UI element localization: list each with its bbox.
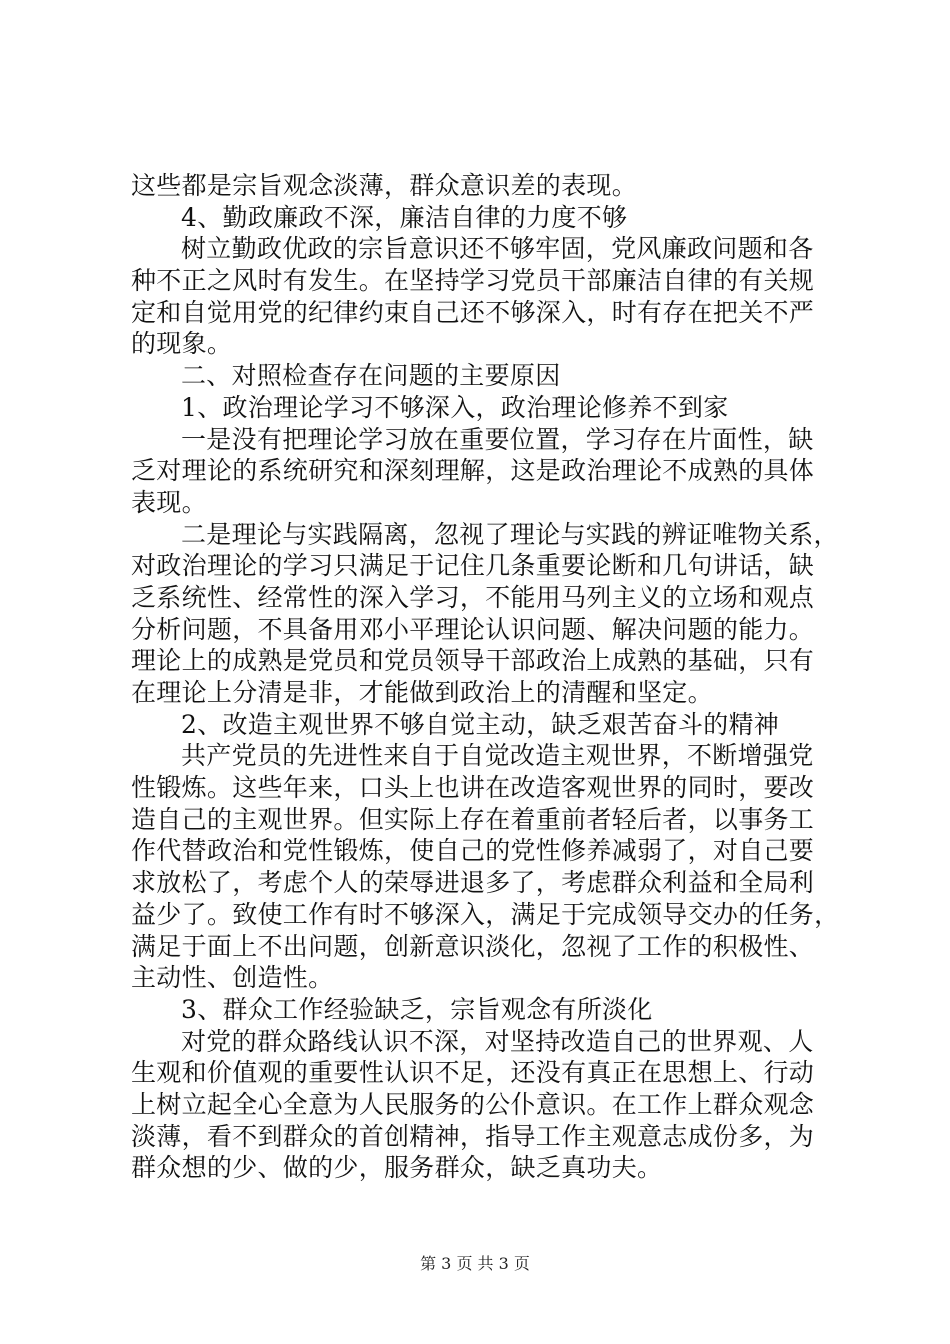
text-line: 4、勤政廉政不深，廉洁自律的力度不够 [181,202,628,232]
text-line: 共产党员的先进性来自于自觉改造主观世界，不断增强党 [181,741,814,771]
text-line: 理论上的成熟是党员和党员领导干部政治上成熟的基础，只有 [131,646,815,676]
text-line: 求放松了，考虑个人的荣辱进退多了，考虑群众利益和全局利 [131,868,815,898]
text-line: 这些都是宗旨观念淡薄，群众意识差的表现。 [131,171,638,200]
text-line: 性锻炼。这些年来，口头上也讲在改造客观世界的同时，要改 [131,773,815,803]
text-line: 分析问题，不具备用邓小平理论认识问题、解决问题的能力。 [131,614,815,644]
text-line: 表现。 [131,487,207,517]
text-line: 上树立起全心全意为人民服务的公仆意识。在工作上群众观念 [131,1089,815,1119]
text-line: 种不正之风时有发生。在坚持学习党员干部廉洁自律的有关规 [131,266,815,296]
text-line: 的现象。 [131,329,233,359]
text-line: 二是理论与实践隔离，忽视了理论与实践的辨证唯物关系， [181,519,839,549]
text-line: 造自己的主观世界。但实际上存在着重前者轻后者，以事务工 [131,804,815,834]
text-line: 满足于面上不出问题，创新意识淡化，忽视了工作的积极性、 [131,931,815,961]
text-line: 主动性、创造性。 [131,963,334,993]
text-line: 淡薄，看不到群众的首创精神，指导工作主观意志成份多，为 [131,1121,815,1151]
text-line: 益少了。致使工作有时不够深入，满足于完成领导交办的任务， [131,899,840,929]
text-line: 树立勤政优政的宗旨意识还不够牢固，党风廉政问题和各 [181,234,814,264]
text-line: 二、对照检查存在问题的主要原因 [181,361,561,391]
text-line: 3、群众工作经验缺乏，宗旨观念有所淡化 [181,994,653,1024]
text-line: 定和自觉用党的纪律约束自己还不够深入，时有存在把关不严 [131,297,815,327]
document-body [131,170,840,1184]
text-line: 对政治理论的学习只满足于记住几条重要论断和几句讲话，缺 [131,551,815,581]
text-line: 2、改造主观世界不够自觉主动，缺乏艰苦奋斗的精神 [181,709,780,739]
text-line: 在理论上分清是非，才能做到政治上的清醒和坚定。 [131,678,713,707]
page-footer: 第 3 页 共 3 页 [420,1254,530,1273]
text-line: 一是没有把理论学习放在重要位置，学习存在片面性，缺 [181,424,814,454]
text-line: 1、政治理论学习不够深入，政治理论修养不到家 [181,392,729,422]
text-line: 乏对理论的系统研究和深刻理解，这是政治理论不成熟的具体 [131,456,815,486]
text-line: 作代替政治和党性锻炼，使自己的党性修养减弱了，对自己要 [131,836,815,866]
text-line: 乏系统性、经常性的深入学习，不能用马列主义的立场和观点 [131,582,815,612]
text-line: 群众想的少、做的少，服务群众，缺乏真功夫。 [131,1153,663,1183]
text-line: 对党的群众路线认识不深，对坚持改造自己的世界观、人 [181,1026,814,1056]
text-line: 生观和价值观的重要性认识不足，还没有真正在思想上、行动 [131,1058,815,1088]
